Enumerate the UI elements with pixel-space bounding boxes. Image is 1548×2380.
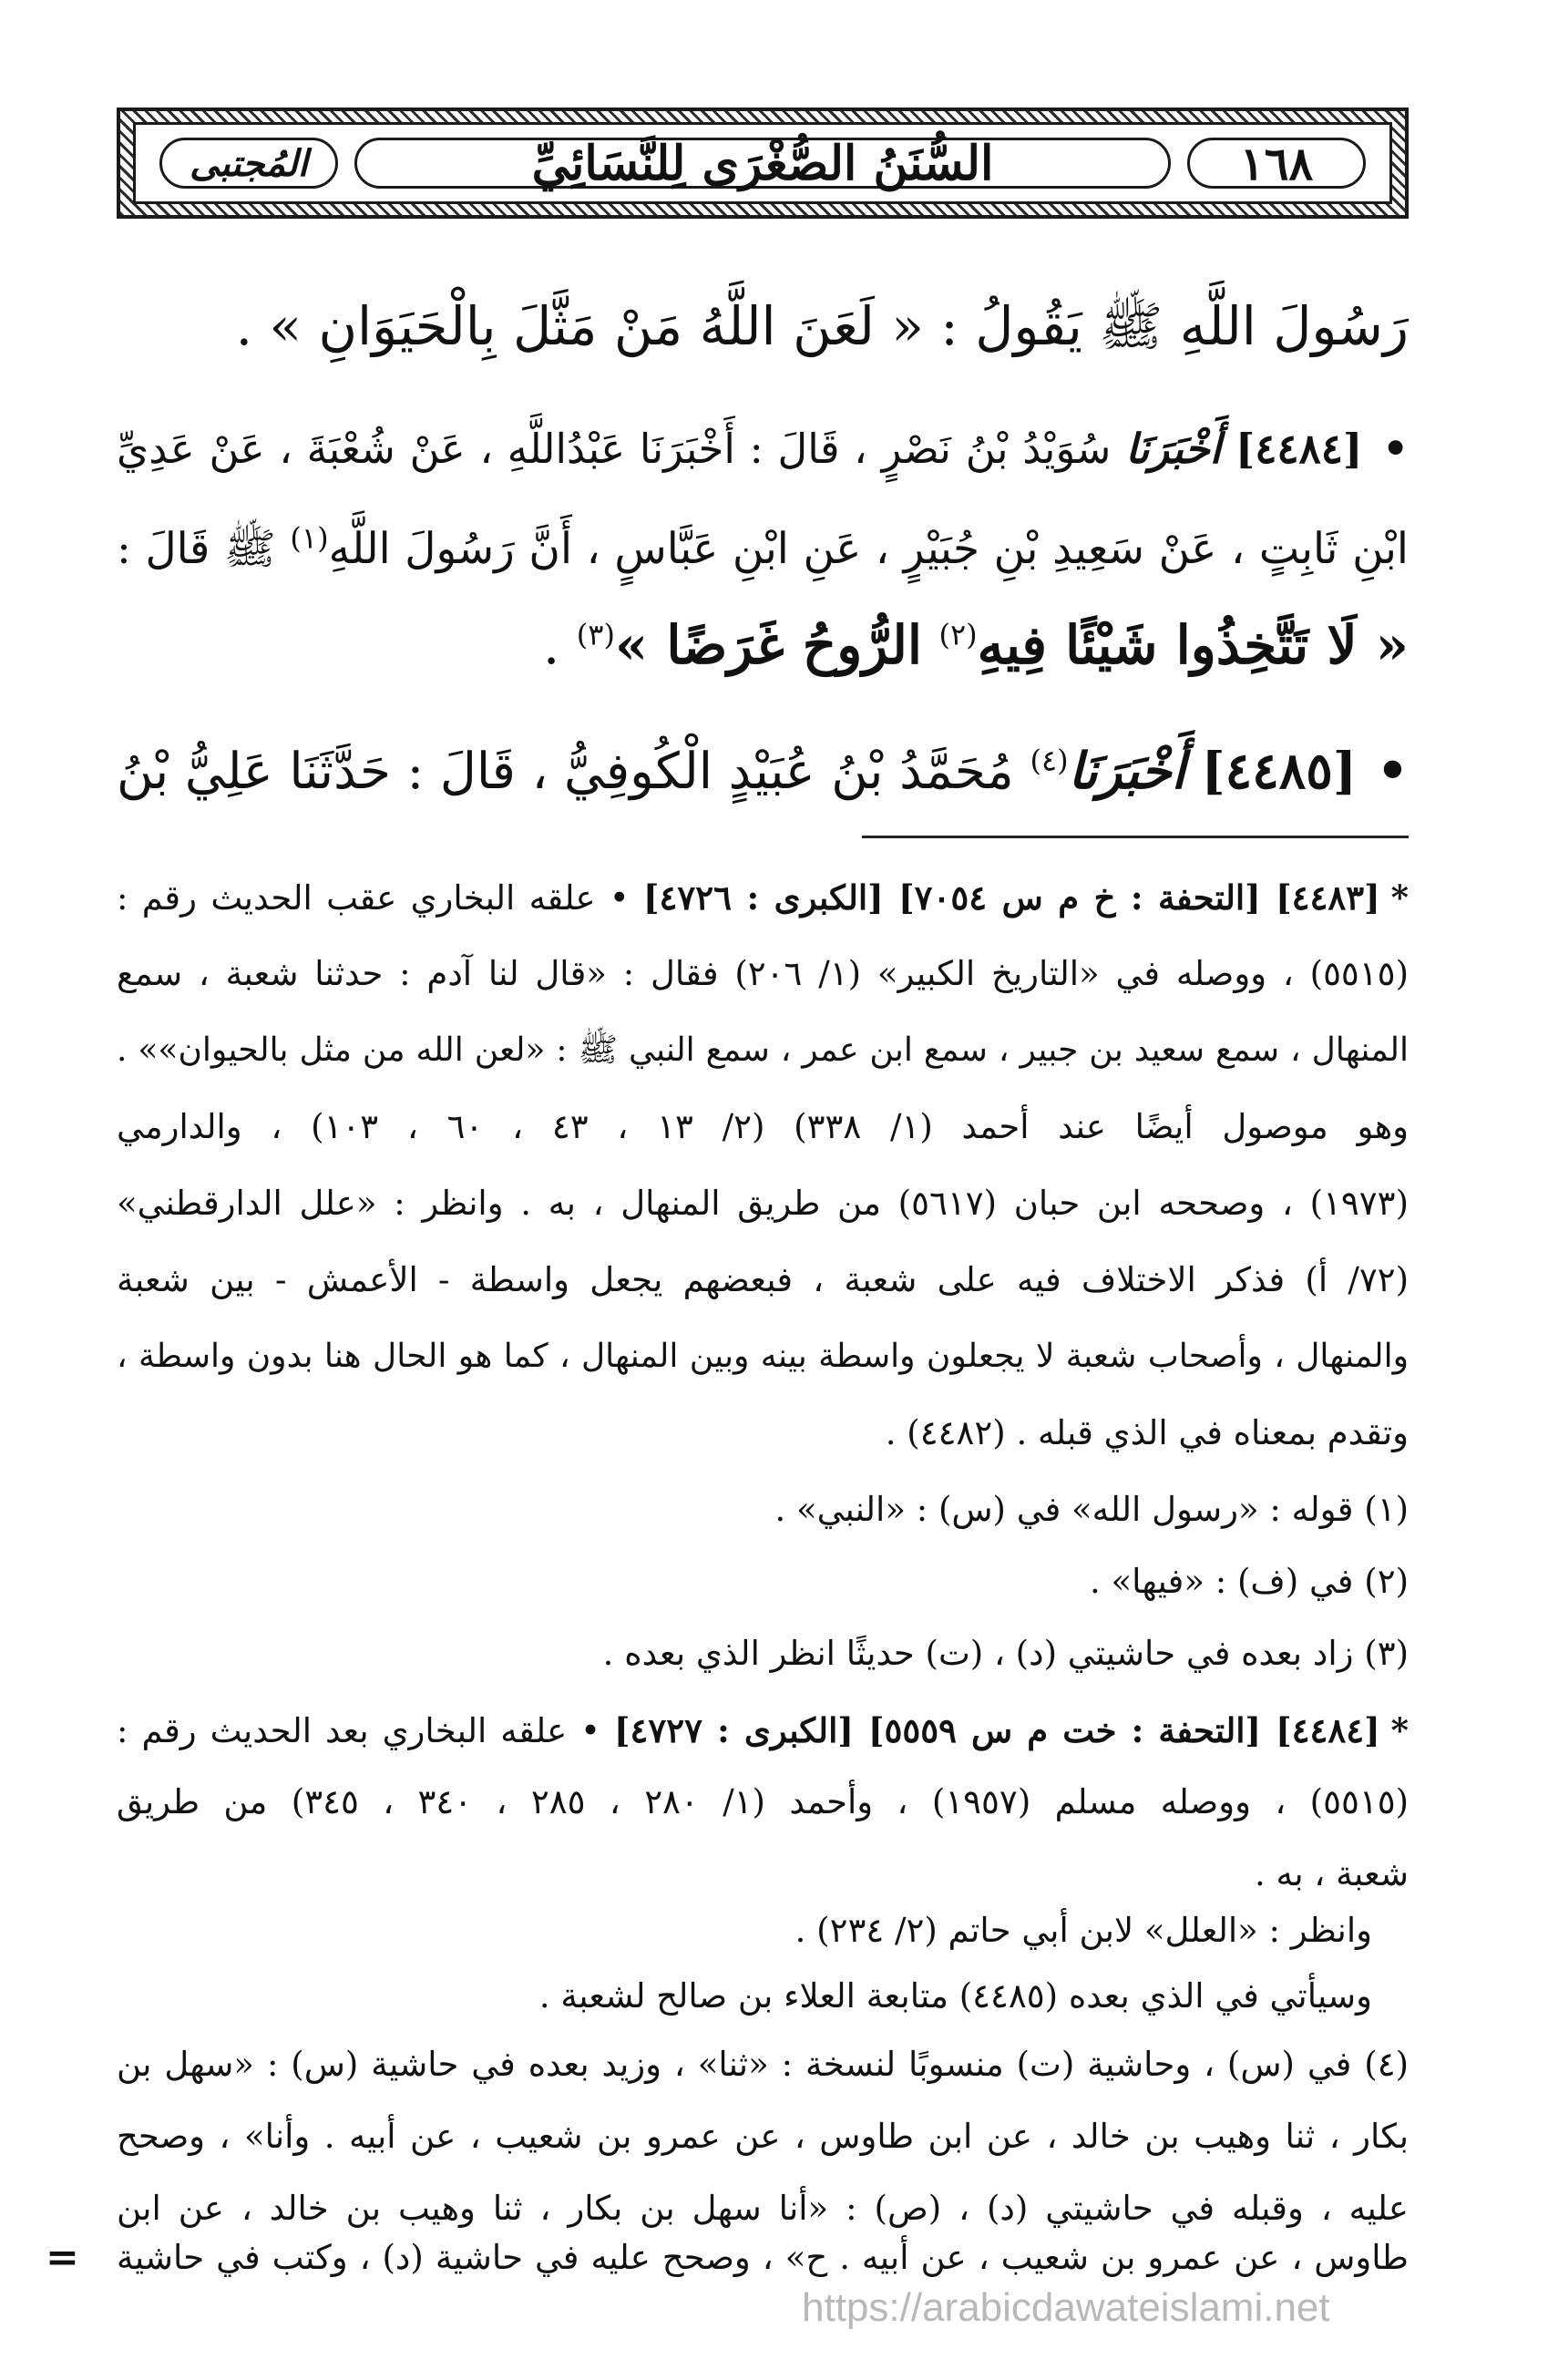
footnote-marker: (٣) [576, 617, 615, 652]
footnote-4-line [117, 2116, 1409, 2158]
narration-text: سُوَيْدُ بْنُ نَصْرٍ ، قَالَ : أَخْبَرَنَا عَبْدُاللَّهِ ، عَنْ شُعْبَةَ ، عَنْ عَدِيِّ [117, 425, 1112, 473]
akhbarana-word: أَخْبَرَنَا [1068, 741, 1185, 800]
akhbarana-word: أَخْبَرَنَا [1125, 425, 1222, 473]
takhrij-4484-line [117, 1709, 1409, 1752]
line-1-text: رَسُولَ اللَّهِ ﷺ يَقُولُ : « لَعَنَ اللَّهُ مَنْ مَثَّلَ بِالْحَيَوَانِ » . [235, 295, 1409, 357]
footnote-text: وتقدم بمعناه في الذي قبله . (٤٤٨٢) . [885, 1413, 1409, 1452]
footnote-text: وانظر : «العلل» لابن أبي حاتم (٢/ ٢٣٤) . [795, 1911, 1372, 1950]
page-number-cartouche [1187, 138, 1366, 189]
title-cartouche [354, 135, 1171, 191]
footnote-line [117, 1910, 1372, 1952]
ornament-label: المُجتبى [190, 141, 308, 185]
footnote-4-line [117, 2188, 1409, 2230]
page-header [117, 108, 1409, 219]
star-icon: * [1390, 877, 1410, 918]
hadith-4485-line-1 [117, 738, 1409, 804]
footnote-text: (٤) في (س) ، وحاشية (ت) منسوبًا لنسخة : «ثنا» ، وزيد بعده في حاشية (س) : «سهل بن [117, 2045, 1409, 2084]
hadith-number: [٤٤٨٥] [1201, 741, 1357, 800]
footnote-line [117, 1259, 1409, 1301]
footnote-line [117, 1183, 1409, 1225]
footnote-line [117, 1975, 1372, 2017]
footnote-text: (٥٥١٥) ، ووصله مسلم (١٩٥٧) ، وأحمد (١/ ٢٨٠ ، ٢٨٥ ، ٣٤٠ ، ٣٤٥) من طريق [117, 1782, 1410, 1821]
hadith-4484-line-3 [117, 612, 1409, 678]
footnote-text: شعبة ، به . [1255, 1854, 1409, 1893]
header-inner-frame [133, 122, 1392, 204]
footnote-text: (١٩٧٣) ، وصححه ابن حبان (٥٦١٧) من طريق المنهال ، به . وانظر : «علل الدارقطني» [117, 1184, 1409, 1223]
footnote-text: (٧٢/ أ) فذكر الاختلاف فيه على شعبة ، فبعضهم يجعل واسطة - الأعمش - بين شعبة [117, 1260, 1409, 1299]
footnote-line [117, 953, 1409, 995]
footnote-text: والمنهال ، وأصحاب شعبة لا يجعلون واسطة بينه وبين المنهال ، كما هو الحال هنا بدون واسطة ، [117, 1338, 1409, 1375]
narration-text: مُحَمَّدُ بْنُ عُبَيْدٍ الْكُوفِيُّ ، قَالَ : حَدَّثَنَا عَلِيُّ بْنُ [117, 742, 1014, 800]
hadith-text: الرُّوحُ غَرَضًا » [614, 614, 923, 676]
footnote-marker: (٢) [938, 617, 978, 652]
full-stop: . [542, 614, 560, 676]
narration-text: ﷺ قَالَ : [117, 524, 276, 574]
footnote-text: المنهال ، سمع سعيد بن جبير ، سمع ابن عمر ، سمع النبي ﷺ : «لعن الله من مثل بالحيوان»» . [117, 1031, 1409, 1069]
footnote-4-line [117, 2237, 1409, 2279]
footnote-2 [117, 1561, 1409, 1603]
takhrij-tag: [٤٤٨٣] [التحفة : خ م س ٧٠٥٤] [الكبرى : ٤٧٢٦] [643, 877, 1380, 918]
footnote-3 [117, 1633, 1409, 1675]
bullet-icon: • [1382, 425, 1409, 473]
footnote-text: وسيأتي في الذي بعده (٤٤٨٥) متابعة العلاء بن صالح لشعبة . [538, 1976, 1372, 2016]
footnote-text: (٣) زاد بعده في حاشيتي (د) ، (ت) حديثًا انظر الذي بعده . [602, 1634, 1409, 1673]
footnote-line [117, 1781, 1409, 1823]
footnote-1 [117, 1489, 1409, 1531]
hadith-text: « لَا تَتَّخِذُوا شَيْئًا فِيهِ [977, 614, 1409, 676]
hadith-4484-line-2 [117, 517, 1409, 582]
footnote-text: • علقه البخاري بعد الحديث رقم : [117, 1711, 600, 1750]
footnote-marker: (٤) [1030, 743, 1069, 778]
ornament-cartouche [159, 138, 338, 189]
footnote-line [117, 1030, 1409, 1072]
narration-text: ابْنِ ثَابِتٍ ، عَنْ سَعِيدِ بْنِ جُبَيْرٍ ، عَنِ ابْنِ عَبَّاسٍ ، أَنَّ رَسُولَ اللَّهِ [328, 524, 1409, 574]
footnote-line [117, 1106, 1409, 1148]
footnote-line [117, 1853, 1409, 1895]
page-number: ١٦٨ [1239, 136, 1314, 190]
takhrij-4483-line [117, 877, 1409, 919]
hadith-number: [٤٤٨٤] [1235, 425, 1363, 473]
takhrij-tag: [٤٤٨٤] [التحفة : خت م س ٥٥٥٩] [الكبرى : ٤٧٢٧] [613, 1710, 1380, 1750]
footnote-text: بكار ، ثنا وهيب بن خالد ، عن ابن طاوس ، عن عمرو بن شعيب ، عن أبيه . وأنا» ، وصحح [117, 2117, 1409, 2156]
footnote-text: (١) قوله : «رسول الله» في (س) : «النبي» . [774, 1490, 1409, 1529]
bullet-icon: • [1376, 741, 1410, 800]
footnote-line [117, 1336, 1409, 1378]
footnote-text: طاوس ، عن عمرو بن شعيب ، عن أبيه . ح» ، وصحح عليه في حاشية (د) ، وكتب في حاشية [117, 2238, 1409, 2277]
text-line [117, 293, 1409, 359]
watermark: https://arabicdawateislami.net [802, 2285, 1330, 2330]
footnote-text: (٥٥١٥) ، ووصله في «التاريخ الكبير» (١/ ٢٠٦) فقال : «قال لنا آدم : حدثنا شعبة ، سمع [117, 954, 1409, 993]
footnote-text: • علقه البخاري عقب الحديث رقم : [117, 878, 630, 918]
footnote-separator [862, 836, 1409, 838]
footnote-text: وهو موصول أيضًا عند أحمد (١/ ٣٣٨) (٢/ ١٣ ، ٤٣ ، ٦٠ ، ١٠٣) ، والدارمي [117, 1107, 1409, 1146]
footnote-text: عليه ، وقبله في حاشيتي (د) ، (ص) : «أنا سهل بن بكار ، ثنا وهيب بن خالد ، عن ابن [117, 2189, 1410, 2228]
footnote-line [117, 1412, 1409, 1454]
continuation-mark: = [46, 2234, 79, 2281]
hadith-4484-line-1 [117, 416, 1409, 482]
footnote-4-line [117, 2044, 1409, 2086]
footnote-text: (٢) في (ف) : «فيها» . [1090, 1562, 1409, 1601]
star-icon: * [1390, 1710, 1409, 1750]
book-title: السُّنَنُ الصُّغْرَى لِلنَّسَائِيِّ [531, 135, 994, 191]
footnote-marker: (١) [290, 520, 329, 556]
